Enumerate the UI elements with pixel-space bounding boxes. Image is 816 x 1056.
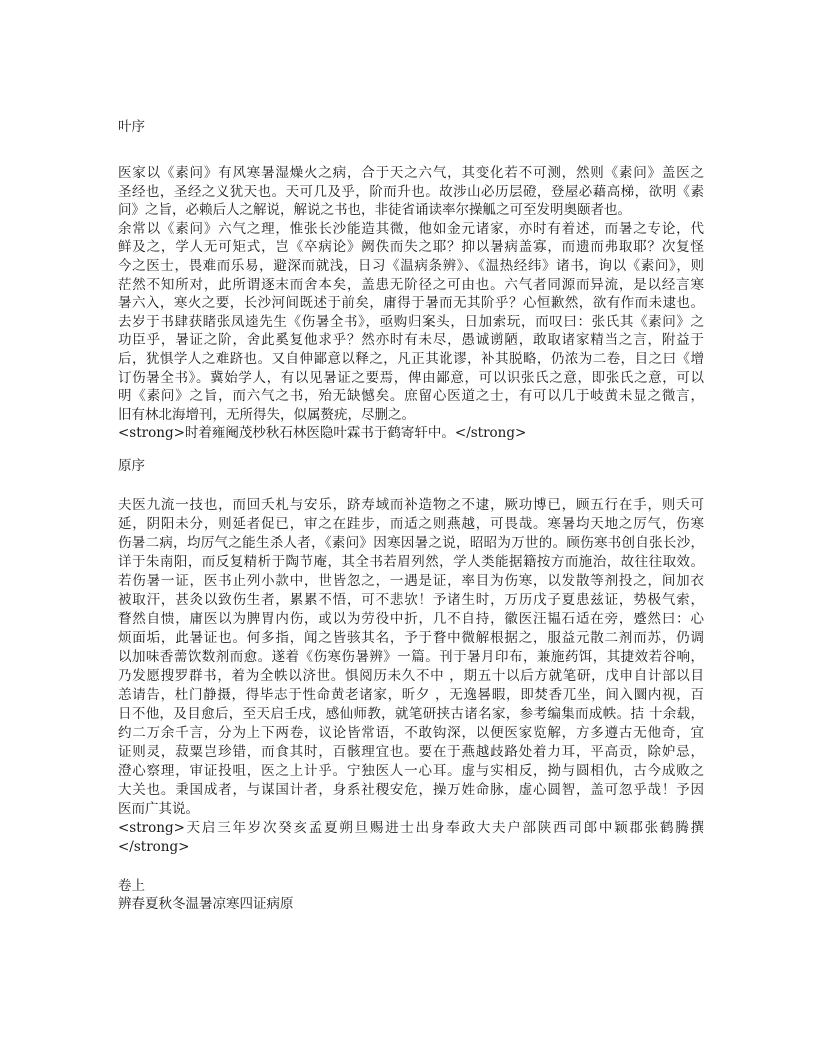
text-line: 延，阴阳未分，则延者促已，审之在跬步，而适之则燕越，可畏哉。寒暑均天地之厉气，伤寒 [118,516,704,532]
text-line: 功臣乎，暑证之阶，舍此奚复他求乎？然亦时有未尽，愚诚谫陋，敢取诸家精当之言，附益于 [118,332,704,349]
text-line: 鲜及之，学人无可矩式，岂《卒病论》阙佚而失之耶？抑以暑病盖寡，而遗而弗取耶？次复怪 [118,239,704,256]
signature-line-end: </strong> [118,839,190,855]
text-line: 被取汗，甚灸以致伤生者，累累不悟，可不悲欤！予诸生时，万历戊子夏患兹证，势极气索， [118,592,704,608]
text-line: 澄心察理，审证投咀，医之上计乎。宁独医人一心耳。虚与实相反，拗与圆相仇，古今成败之 [118,763,704,779]
text-line: 医而广其说。 [118,801,199,817]
preface-original-title: 原序 [118,458,145,474]
preface-original-body [118,496,704,857]
text-line: 去岁于书肆获睹张凤逵先生《伤暑全书》，亟购归案头，日加索玩，而叹曰：张氏其《素问》之 [118,313,704,330]
text-line: 余常以《素问》六气之理，惟张长沙能造其微，他如金元诸家，亦时有着述，而暑之专论，代 [118,220,704,237]
signature-line: <strong>天启三年岁次癸亥孟夏朔旦赐进士出身奉政大夫户部陕西司郎中颖郡张鹤腾撰 [118,820,704,836]
text-line: 今之医士，畏难而乐易，避深而就浅，日习《温病条辨》、《温热经纬》诸书，询以《素问》，则 [118,257,704,274]
text-line: 约二万余千言，分为上下两卷，议论皆常语，不敢钩深，以便医家览解，方多遵古无他奇，宜 [118,725,704,741]
text-line: 详于朱南阳，而反复精析于陶节庵，其全书若眉列然，学人类能据籍按方而施治，故往往取效。 [118,554,704,570]
text-line: 后，犹惧学人之难跻也。又自伸鄙意以释之，凡正其讹谬，补其脱略，仍浓为二卷，目之曰《增 [118,350,704,367]
text-line: 证则灵，菽粟岂珍错，而食其时，百骸理宜也。要在于燕越歧路处着力耳，平高贡，除妒忌， [118,744,704,760]
text-line: 若伤暑一证，医书止列小款中，世皆忽之，一遇是证，率目为伤寒，以发散等剂投之，间加衣 [118,573,704,589]
text-line: 明《素问》之旨，而六气之书，殆无缺憾矣。庶留心医道之士，有可以几于岐黄未显之微言， [118,388,704,405]
text-line: 恙请告，杜门静摄，得毕志于性命黄老诸家，昕夕 ，无逸晷暇，即焚香兀坐，间入圜内视，百 [118,687,704,703]
text-line: 日不他，及目愈后，至天启壬戌，感仙师教，就笔研挟古诸名家，参考编集而成帙。拮 十余载， [118,706,704,722]
text-line: 旧有林北海增刊，无所得失，似属赘疣，尽删之。 [118,406,415,423]
text-line: 以加味香薷饮数剂而愈。遂着《伤寒伤暑辨》一篇。刊于暑月印布，兼施药饵，其捷效若谷响， [118,649,704,665]
signature-line: <strong>时着雍阉茂杪秋石林医隐叶霖书于鹤寄轩中。</strong> [118,425,527,442]
preface-ye-title: 叶序 [118,119,145,135]
text-line: 乃发愿搜罗群书，着为全帙以济世。惧阅历未久不中 ，期五十以后方就笔研，戊申自计部以目 [118,668,704,684]
preface-ye-body [118,164,704,443]
volume-title: 卷上 [118,878,145,894]
text-line: 伤暑二病，均厉气之能生杀人者，《素问》因寒因暑之说，昭昭为万世的。顾伤寒书创自张长沙， [118,535,704,551]
text-line: 暑六入，寒火之要，长沙河间既述于前矣，庸得于暑而无其阶乎？心恒歉然，欲有作而未逮也。 [118,295,704,312]
text-line: 订伤暑全书》。冀始学人，有以见暑证之要焉，俾由鄙意，可以识张氏之意，即张氏之意，可以 [118,369,704,386]
chapter-title: 辨春夏秋冬温暑凉寒四证病原 [118,896,294,912]
text-line: 大关也。秉国成者，与谋国计者，身系社稷安危，操万姓命脉，虚心圆智，盖可忽乎哉！予因 [118,782,704,798]
text-line: 瞀然自愦，庸医以为脾胃内伤，或以为劳役中折，几不自持，徽医汪韫石适在旁，蹙然曰：心 [118,611,704,627]
text-line: 医家以《素问》有风寒暑湿燥火之病，合于天之六气，其变化若不可测，然则《素问》盖医之 [118,165,704,181]
text-line: 圣经也，圣经之义犹天也。天可几及乎，阶而升也。故涉山必历层磴，登屋必藉高梯，欲明《素 [118,183,704,200]
text-line: 烦面垢，此暑证也。何多指，闻之皆骇其名，予于瞀中微解根据之，服益元散二剂而苏，仍调 [118,630,704,646]
text-line: 夫医九流一技也，而回夭札与安乐，跻寿域而补造物之不逮，厥功博已，顾五行在手，则夭可 [118,497,704,513]
text-line: 茫然不知所对，此所谓逐末而舍本矣，盖患无阶径之可由也。六气者同源而异流，是以经言寒 [118,276,704,293]
text-line: 问》之旨，必赖后人之解说，解说之书也，非徒省诵读率尔操觚之可至发明奥颐者也。 [118,202,631,219]
